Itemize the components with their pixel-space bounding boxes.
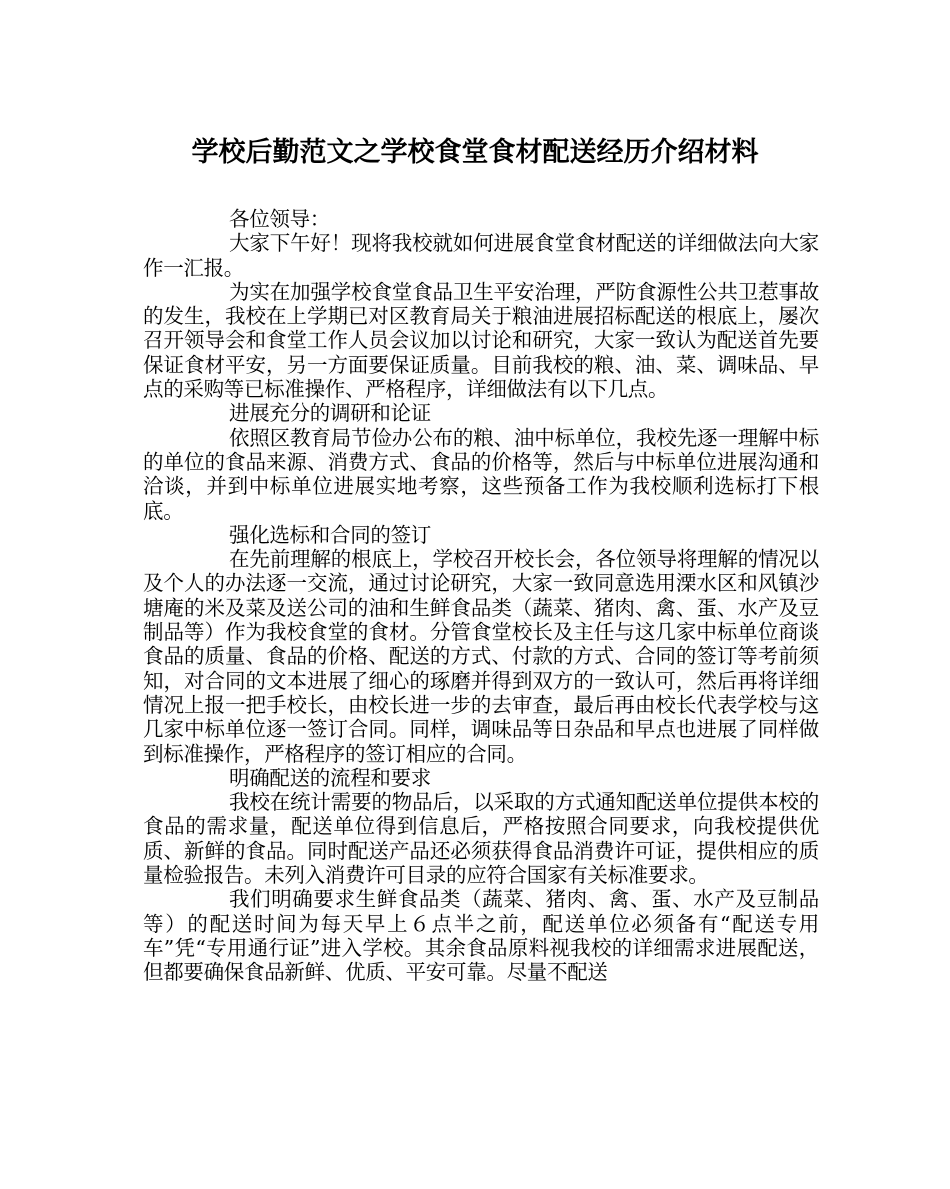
section-heading-research: 进展充分的调研和论证 — [229, 401, 431, 426]
paragraph-contract: 在先前理解的根底上，学校召开校长会，各位领导将理解的情况以及个人的办法逐一交流，通过讨论研究，大家一致同意选用溧水区和风镇沙塘庵的米及菜及送公司的油和生鲜食品类（蔬菜、猪肉、禽、蛋、水产及豆制品等）作为我校食堂的食材。分管食堂校长及主任与这几家中标单位商谈食品的质量、食品的价格、配送的方式、付款的方式、合同的签订等考前须知，对合同的文本进展了细心的琢磨并得到双方的一致认可，然后再将详细情况上报一把手校长，由校长进一步的去审查，最后再由校长代表学校与这几家中标单位逐一签订合同。同样，调味品等日杂品和早点也进展了同样做到标准操作，严格程序的签订相应的合同。 — [143, 547, 819, 766]
paragraph-delivery-requirements: 我们明确要求生鲜食品类（蔬菜、猪肉、禽、蛋、水产及豆制品等）的配送时间为每天早上６点半之前，配送单位必须备有“配送专用车”凭“专用通行证”进入学校。其余食品原料视我校的详细需求进展配送，但都要确保食品新鲜、优质、平安可靠。尽量不配送 — [143, 887, 819, 985]
paragraph-research: 依照区教育局节俭办公布的粮、油中标单位，我校先逐一理解中标的单位的食品来源、消费方式、食品的价格等，然后与中标单位进展沟通和洽谈，并到中标单位进展实地考察，这些预备工作为我校顺利选标打下根底。 — [143, 425, 819, 523]
paragraph-delivery-process: 我校在统计需要的物品后，以采取的方式通知配送单位提供本校的食品的需求量，配送单位得到信息后，严格按照合同要求，向我校提供优质、新鲜的食品。同时配送产品还必须获得食品消费许可证，提供相应的质量检验报告。未列入消费许可目录的应符合国家有关标准要求。 — [143, 790, 819, 888]
paragraph-introduction: 为实在加强学校食堂食品卫生平安治理，严防食源性公共卫惹事故的发生，我校在上学期已对区教育局关于粮油进展招标配送的根底上，屡次召开领导会和食堂工作人员会议加以讨论和研究，大家一致认为配送首先要保证食材平安，另一方面要保证质量。目前我校的粮、油、菜、调味品、早点的采购等已标准操作、严格程序，详细做法有以下几点。 — [143, 279, 819, 402]
section-heading-contract: 强化选标和合同的签订 — [229, 522, 431, 547]
paragraph-greeting: 各位领导： — [229, 207, 330, 231]
paragraph-opening: 大家下午好！现将我校就如何进展食堂食材配送的详细做法向大家作一汇报。 — [143, 231, 819, 280]
section-heading-delivery: 明确配送的流程和要求 — [229, 765, 431, 790]
document-title: 学校后勤范文之学校食堂食材配送经历介绍材料 — [191, 137, 759, 168]
document-body — [143, 207, 819, 985]
